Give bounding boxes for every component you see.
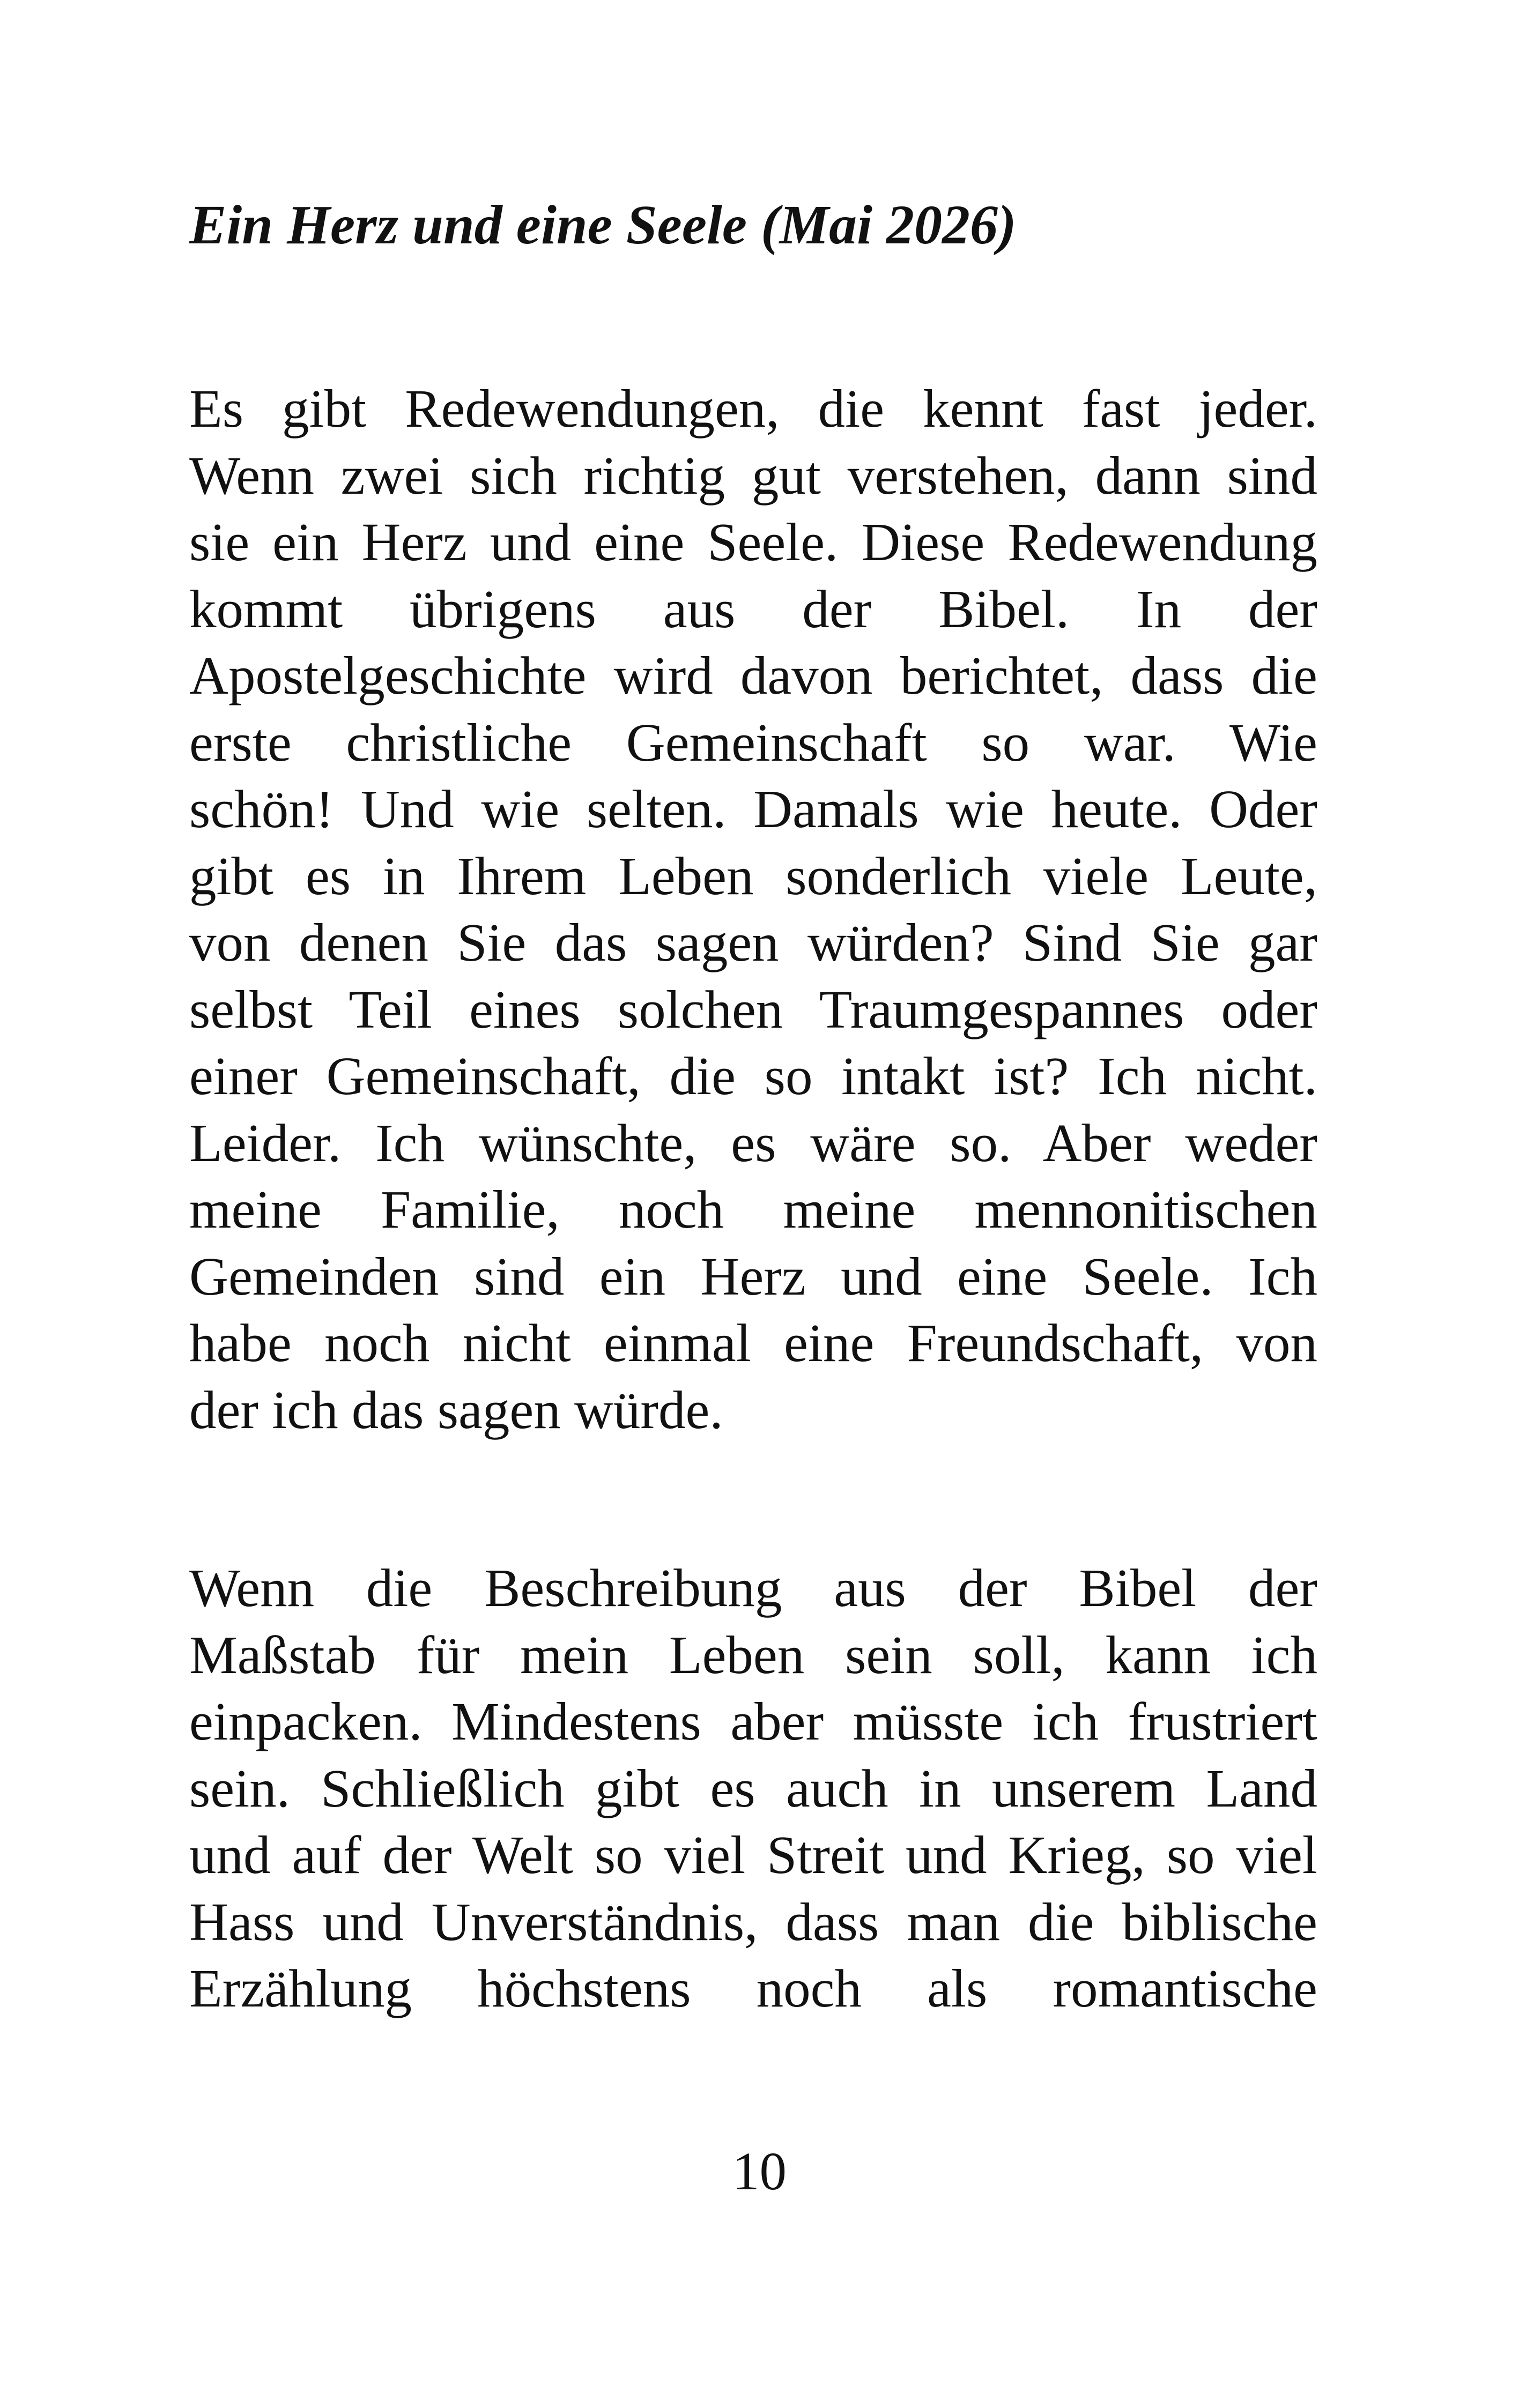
paragraph-1 xyxy=(189,375,1317,1443)
text-line: Gemeinden sind ein Herz und eine Seele. Ich xyxy=(189,1246,1317,1306)
text-line: Wenn zwei sich richtig gut verstehen, dann sind xyxy=(189,445,1317,506)
text-line: Es gibt Redewendungen, die kennt fast jeder. xyxy=(189,378,1317,439)
text-line: Erzählung höchstens noch als romantische xyxy=(189,1958,1317,2018)
page-number: 10 xyxy=(732,2141,787,2201)
text-line: sein. Schließlich gibt es auch in unserem Land xyxy=(189,1758,1317,1818)
text-line: erste christliche Gemeinschaft so war. Wie xyxy=(189,712,1317,772)
text-line: selbst Teil eines solchen Traumgespannes oder xyxy=(189,979,1317,1039)
text-line: Leider. Ich wünschte, es wäre so. Aber weder xyxy=(189,1112,1317,1173)
text-line: und auf der Welt so viel Streit und Krieg, so viel xyxy=(189,1825,1317,1885)
text-line: Apostelgeschichte wird davon berichtet, dass die xyxy=(189,645,1317,705)
text-line: sie ein Herz und eine Seele. Diese Redewendung xyxy=(189,512,1317,572)
text-line: einer Gemeinschaft, die so intakt ist? Ich nicht. xyxy=(189,1046,1317,1106)
text-line: von denen Sie das sagen würden? Sind Sie gar xyxy=(189,912,1317,972)
page-title: Ein Herz und eine Seele (Mai 2026) xyxy=(189,194,1017,256)
text-line: Hass und Unverständnis, dass man die biblische xyxy=(189,1891,1317,1952)
text-line: kommt übrigens aus der Bibel. In der xyxy=(189,578,1317,639)
text-line: der ich das sagen würde. xyxy=(189,1379,723,1440)
paragraph-2 xyxy=(189,1555,1317,2022)
text-line: schön! Und wie selten. Damals wie heute. Oder xyxy=(189,779,1317,839)
text-line: habe noch nicht einmal eine Freundschaft, von xyxy=(189,1313,1317,1373)
text-line: Maßstab für mein Leben sein soll, kann ich xyxy=(189,1624,1317,1685)
text-line: Wenn die Beschreibung aus der Bibel der xyxy=(189,1558,1317,1618)
text-line: einpacken. Mindestens aber müsste ich frustriert xyxy=(189,1691,1317,1751)
text-line: meine Familie, noch meine mennonitischen xyxy=(189,1179,1317,1239)
text-line: gibt es in Ihrem Leben sonderlich viele Leute, xyxy=(189,845,1317,906)
